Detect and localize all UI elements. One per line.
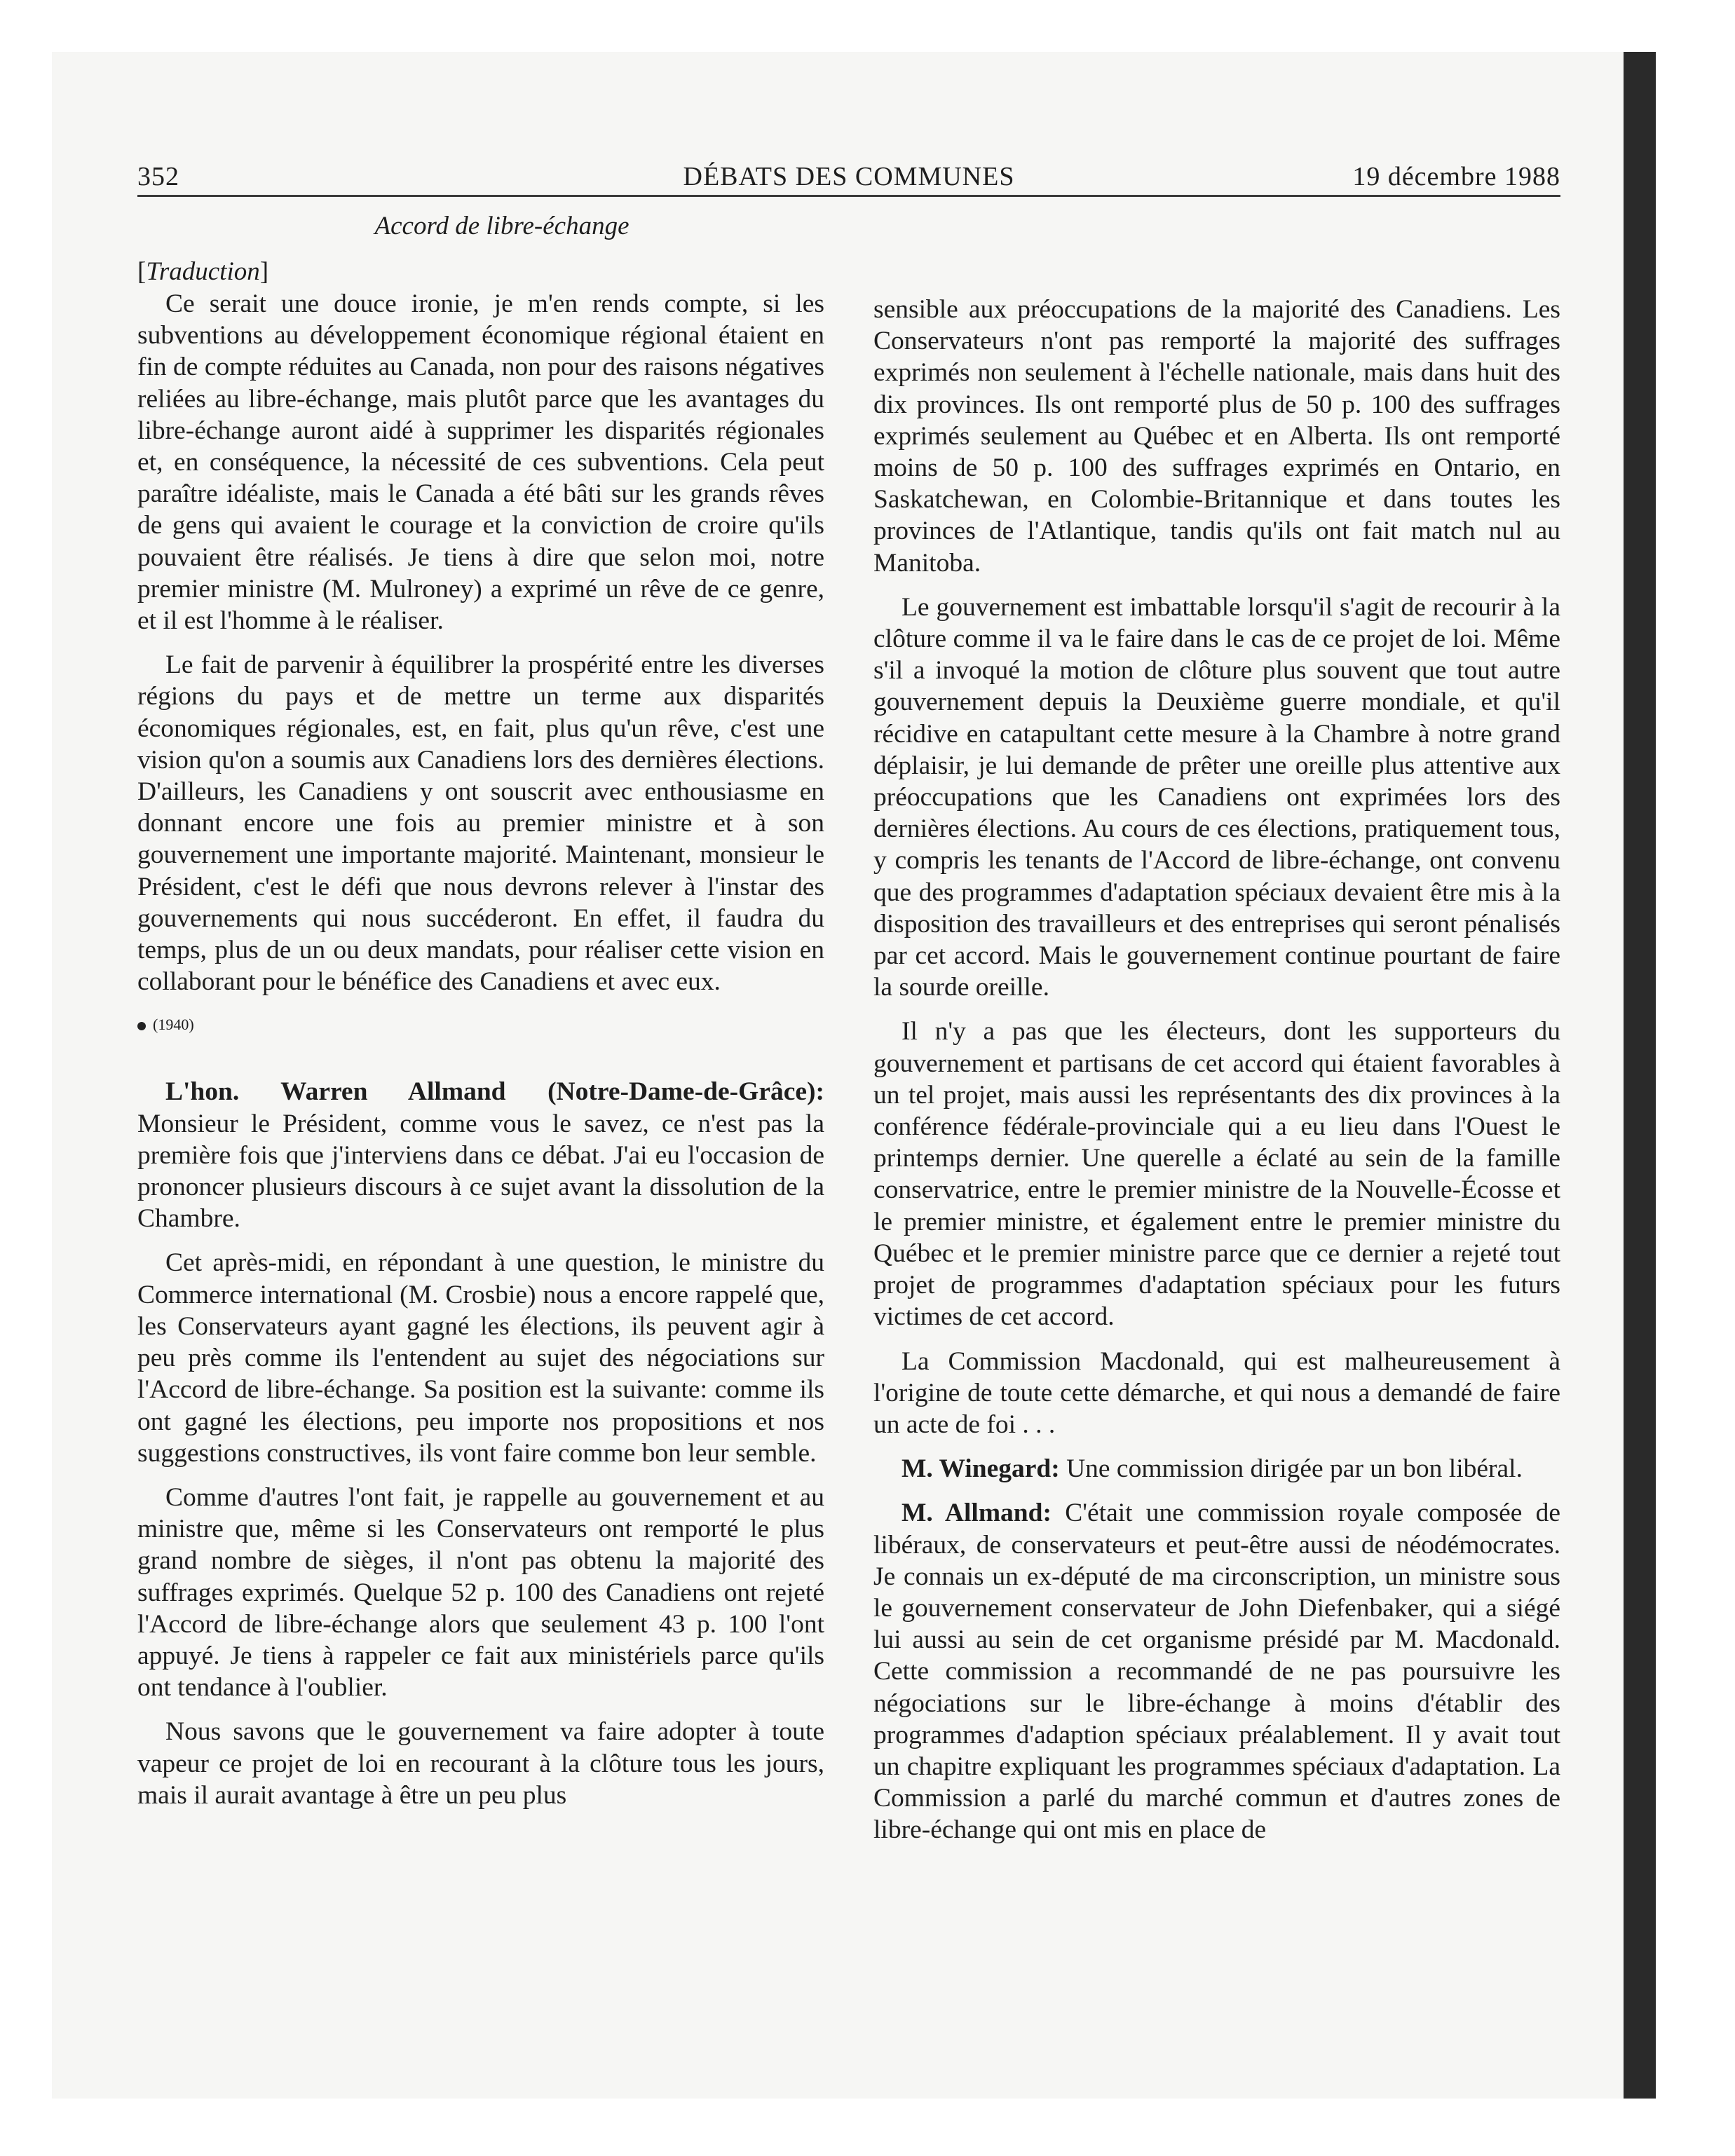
speaker-name: M. Winegard: (901, 1454, 1060, 1484)
paragraph: Cet après-midi, en répondant à une question, le ministre du Commerce international (M. Crosbie) nous a encore rappelé que, les Conservateurs ayant gagné les élections, ils peuvent agir à peu près comme ils l'entendent au sujet des négociations sur l'Accord de libre-échange. Sa position est la suivante: comme ils ont gagné les élections, peu importe nos propositions et nos suggestions constructives, ils vont faire comme bon leur semble. (137, 1248, 824, 1468)
translation-label: [Traduction] (137, 257, 269, 286)
right-column (873, 294, 1560, 1859)
debate-subject: Accord de libre-échange (374, 212, 630, 240)
speech-paragraph (873, 1453, 1560, 1485)
document-page (137, 160, 1561, 1845)
publication-title: DÉBATS DES COMMUNES (683, 162, 1015, 191)
timestamp: (1940) (153, 1016, 194, 1034)
running-header (137, 160, 1560, 197)
paragraph: La Commission Macdonald, qui est malheureusement à l'origine de toute cette démarche, et qui nous a demandé de faire un acte de foi . . . (873, 1346, 1560, 1439)
speech-text: Monsieur le Président, comme vous le savez, ce n'est pas la première fois que j'interviens dans ce débat. J'ai eu l'occasion de prononcer plusieurs discours à ce sujet avant la dissolution de la Chambre. (137, 1109, 824, 1234)
translation-label-text: Traduction (146, 257, 260, 286)
scan-edge-shadow (1624, 52, 1656, 2099)
paragraph: Nous savons que le gouvernement va faire adopter à toute vapeur ce projet de loi en recourant à la clôture tous les jours, mais il aurait avantage à être un peu plus (137, 1717, 824, 1810)
paragraph: Le fait de parvenir à équilibrer la prospérité entre les diverses régions du pays et de mettre un terme aux disparités économiques régionales, est, en fait, plus qu'un rêve, c'est une vision qu'on a soumis aux Canadiens lors des dernières élections. D'ailleurs, les Canadiens y ont souscrit avec enthousiasme en donnant encore une fois au premier ministre et à son gouvernement une importante majorité. Maintenant, monsieur le Président, c'est le défi que nous devrons relever à l'instar des gouvernements qui nous succéderont. En effet, il faudra du temps, plus de un ou deux mandats, pour réaliser cette vision en collaborant pour le bénéfice des Canadiens et avec eux. (137, 650, 824, 997)
page-number: 352 (137, 162, 179, 191)
timestamp-marker (137, 1014, 824, 1035)
speech-paragraph (873, 1497, 1560, 1845)
paragraph: sensible aux préoccupations de la majorité des Canadiens. Les Conservateurs n'ont pas remporté la majorité des suffrages exprimés non seulement à l'échelle nationale, mais dans huit des dix provinces. Ils ont remporté plus de 50 p. 100 des suffrages exprimés seulement au Québec et en Alberta. Ils ont remporté moins de 50 p. 100 des suffrages exprimés en Ontario, en Saskatchewan, en Colombie-Britannique et dans toutes les provinces de l'Atlantique, tandis qu'ils ont fait match nul au Manitoba. (873, 295, 1560, 578)
paragraph: Il n'y a pas que les électeurs, dont les supporteurs du gouvernement et partisans de cet accord qui étaient favorables à un tel projet, mais aussi les représentants des dix provinces à la conférence fédérale-provinciale qui a eu lieu dans l'Ouest le printemps dernier. Une querelle a éclaté au sein de la famille conservatrice, entre le premier ministre de la Nouvelle-Écosse et le premier ministre, et également entre le premier ministre du Québec et le premier ministre parce que ce dernier a rejeté tout projet de programmes d'adaptation spéciaux pour les futurs victimes de cet accord. (873, 1017, 1560, 1332)
paragraph: Le gouvernement est imbattable lorsqu'il s'agit de recourir à la clôture comme il va le faire dans le cas de ce projet de loi. Même s'il a invoqué la motion de clôture plus souvent que tout autre gouvernement depuis la Deuxième guerre mondiale, et qu'il récidive en catapultant cette mesure à la Chambre à notre grand déplaisir, je lui demande de prêter une oreille plus attentive aux préoccupations que les Canadiens ont exprimées lors des dernières élections. Au cours de ces élections, pratiquement tous, y compris les tenants de l'Accord de libre-échange, ont convenu que des programmes d'adaptation spéciaux devaient être mis à la disposition des travailleurs et des entreprises qui seront pénalisés par cet accord. Mais le gouvernement continue pourtant de faire la sourde oreille. (873, 592, 1560, 1002)
speech-text: C'était une commission royale composée de libéraux, de conservateurs et peut-être aussi de néodémocrates. Je connais un ex-député de ma circonscription, un ministre sous le gouvernement conservateur de John Diefenbaker, qui a siégé lui aussi au sein de cet organisme présidé par M. Macdonald. Cette commission a recommandé de ne pas poursuivre les négociations sur le libre-échange à moins d'établir des programmes d'adaption spéciaux préalablement. Il y avait tout un chapitre expliquant les programmes spéciaux d'adaptation. La Commission a parlé du marché commun et d'autres zones de libre-échange qui ont mis en place de (873, 1499, 1561, 1845)
speaker-name: M. Allmand: (901, 1499, 1052, 1528)
speech-paragraph (137, 1076, 824, 1234)
sitting-date: 19 décembre 1988 (1352, 162, 1560, 191)
left-column (137, 211, 824, 1824)
speaker-name: L'hon. Warren Allmand (Notre-Dame-de-Grâce): (165, 1077, 824, 1107)
paragraph: Comme d'autres l'ont fait, je rappelle au gouvernement et au ministre que, même si les Conservateurs ont remporté le plus grand nombre de sièges, il n'ont pas obtenu la majorité des suffrages exprimés. Quelque 52 p. 100 des Canadiens ont rejeté l'Accord de libre-échange alors que seulement 43 p. 100 l'ont appuyé. Je tiens à rappeler ce fait aux ministériels parce qu'ils ont tendance à l'oublier. (137, 1482, 824, 1703)
paragraph: Ce serait une douce ironie, je m'en rends compte, si les subventions au développement économique régional étaient en fin de compte réduites au Canada, non pour des raisons négatives reliées au libre-échange, mais plutôt parce que les avantages du libre-échange auront aidé à supprimer les disparités régionales et, en conséquence, la nécessité de ces subventions. Cela peut paraître idéaliste, mais le Canada a été bâti sur les grands rêves de gens qui avaient le courage et la conviction de croire qu'ils pouvaient être réalisés. Je tiens à dire que selon moi, notre premier ministre (M. Mulroney) a exprimé un rêve de ce genre, et il est l'homme à le réaliser. (137, 289, 824, 636)
speech-text: Une commission dirigée par un bon libéral. (1066, 1454, 1523, 1484)
bullet-icon (137, 1022, 146, 1030)
